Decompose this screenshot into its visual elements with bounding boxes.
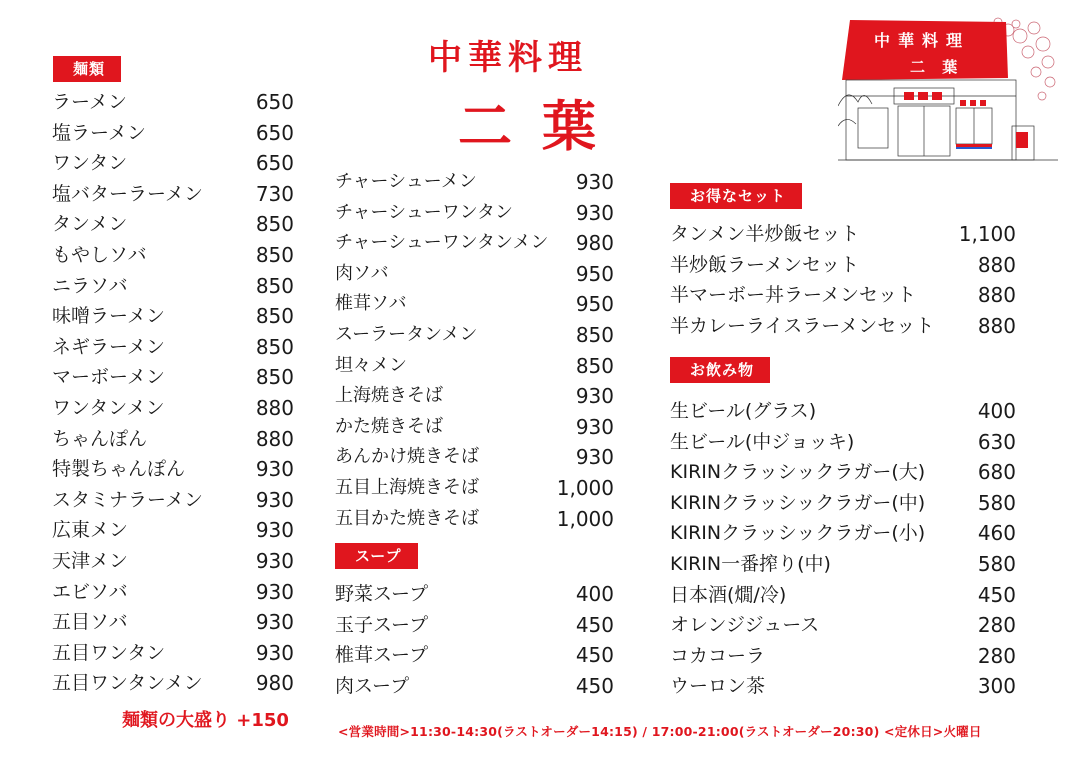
menu-item: [52, 485, 294, 516]
menu-item: [52, 240, 294, 271]
business-hours: <営業時間>11:30-14:30(ラストオーダー14:15) / 17:00-21:00(ラストオーダー20:30) <定休日>火曜日: [338, 724, 982, 739]
restaurant-subtitle: 中華料理: [428, 38, 588, 78]
menu-item-name: 上海焼きそば: [335, 385, 443, 407]
menu-item-name: ネギラーメン: [52, 335, 166, 358]
menu-item-name: 五目上海焼きそば: [335, 476, 479, 498]
menu-item: [52, 668, 294, 699]
soup-list: [335, 579, 614, 701]
menu-item: [52, 87, 294, 118]
menu-item-price: 450: [575, 673, 614, 698]
section-tag-soup: スープ: [335, 543, 418, 569]
menu-item: [670, 518, 1016, 549]
menu-item-price: 300: [977, 674, 1016, 699]
menu-item: [335, 351, 614, 382]
menu-item-price: 280: [977, 643, 1016, 668]
menu-item-price: 450: [977, 582, 1016, 607]
menu-item-price: 1,000: [556, 475, 614, 500]
menu-item: [52, 515, 294, 546]
menu-item-price: 930: [255, 518, 294, 543]
menu-item-price: 930: [255, 457, 294, 482]
menu-item: [52, 454, 294, 485]
menu-item-name: ウーロン茶: [670, 675, 766, 698]
storefront-illustration: [838, 16, 1058, 168]
menu-item-name: タンメン半炒飯セット: [670, 223, 860, 245]
menu-item-price: 850: [255, 273, 294, 298]
menu-item: [335, 320, 614, 351]
section-tag-noodles: 麺類: [53, 56, 121, 82]
menu-item-price: 880: [255, 395, 294, 420]
menu-item-price: 850: [255, 334, 294, 359]
menu-item-name: 生ビール(中ジョッキ): [670, 430, 855, 453]
illustration-sign-name: 二 葉: [910, 58, 964, 76]
menu-item: [335, 579, 614, 610]
menu-item-price: 880: [255, 426, 294, 451]
menu-item-name: 五目ソバ: [52, 611, 128, 634]
menu-item: [670, 488, 1016, 519]
menu-item-price: 930: [255, 579, 294, 604]
sets-list: [670, 219, 1016, 341]
menu-item-price: 930: [255, 610, 294, 635]
menu-item-price: 930: [255, 548, 294, 573]
menu-item: [335, 473, 614, 504]
menu-item: [335, 412, 614, 443]
menu-item-price: 650: [255, 90, 294, 114]
menu-item: [52, 607, 294, 638]
menu-item-name: もやしソバ: [52, 243, 147, 266]
menu-item: [670, 610, 1016, 641]
menu-item-price: 850: [255, 365, 294, 390]
menu-item-name: 天津メン: [52, 549, 129, 572]
menu-item-name: ニラソバ: [52, 274, 128, 297]
menu-item-name: チャーシューワンタン: [335, 201, 514, 223]
menu-item: [670, 280, 1016, 311]
menu-item-name: タンメン: [52, 213, 128, 236]
menu-item-price: 850: [255, 304, 294, 329]
drinks-list: [670, 396, 1016, 702]
menu-item-name: スタミナラーメン: [52, 488, 204, 511]
menu-item: [335, 671, 614, 702]
menu-item: [335, 381, 614, 412]
large-portion-note: 麺類の大盛り +150: [122, 710, 289, 731]
menu-item: [670, 671, 1016, 702]
illustration-sign-top: 中華料理: [874, 31, 971, 50]
menu-item-name: エビソバ: [52, 580, 128, 603]
menu-item-name: 五目かた焼きそば: [335, 507, 479, 529]
menu-item: [52, 393, 294, 424]
menu-item-name: 野菜スープ: [335, 583, 429, 605]
menu-item: [670, 580, 1016, 611]
menu-item-name: ワンタンメン: [52, 396, 165, 419]
menu-item-name: 椎茸スープ: [335, 644, 429, 667]
menu-item: [670, 549, 1016, 580]
menu-item-name: KIRINクラッシックラガー(中): [670, 491, 926, 514]
menu-item-name: ちゃんぽん: [52, 427, 148, 450]
menu-item: [52, 577, 294, 608]
menu-item-price: 650: [255, 151, 294, 176]
menu-item-price: 930: [255, 487, 294, 512]
menu-item: [335, 228, 614, 259]
menu-item-name: 坦々メン: [335, 354, 407, 376]
menu-item-name: 塩ラーメン: [52, 121, 147, 144]
menu-item-price: 930: [255, 640, 294, 665]
menu-item-price: 850: [255, 212, 294, 237]
menu-item-name: 肉ソバ: [335, 262, 389, 284]
menu-item-price: 850: [575, 322, 614, 347]
menu-item-name: 五目ワンタン: [52, 641, 166, 664]
menu-item-name: ワンタン: [52, 152, 128, 175]
restaurant-name: 二葉: [458, 94, 626, 158]
menu-item-price: 650: [255, 120, 294, 145]
menu-item-price: 580: [977, 551, 1016, 576]
menu-item: [670, 250, 1016, 281]
section-tag-drinks: お飲み物: [670, 357, 770, 383]
menu-item: [670, 311, 1016, 342]
menu-item-price: 460: [977, 521, 1016, 546]
menu-item-price: 630: [977, 429, 1016, 454]
menu-item-price: 280: [977, 613, 1016, 638]
menu-item-name: オレンジジュース: [670, 614, 820, 637]
menu-item-name: 椎茸ソバ: [335, 293, 407, 315]
menu-item-name: 肉スープ: [335, 674, 410, 697]
menu-item-price: 730: [255, 181, 294, 206]
menu-item: [670, 457, 1016, 488]
menu-item-name: チャーシューメン: [335, 171, 477, 192]
menu-item-name: 半炒飯ラーメンセット: [670, 253, 860, 276]
menu-item-price: 400: [977, 399, 1016, 423]
menu-item: [52, 301, 294, 332]
menu-item-name: KIRIN一番搾り(中): [670, 552, 831, 575]
menu-item-price: 930: [575, 414, 614, 439]
menu-item-name: 玉子スープ: [335, 613, 429, 636]
menu-item-price: 450: [575, 612, 614, 637]
menu-item: [670, 427, 1016, 458]
menu-item-price: 400: [575, 582, 614, 606]
menu-item-price: 1,100: [958, 222, 1016, 246]
menu-item-price: 950: [575, 292, 614, 317]
menu-item-price: 980: [575, 231, 614, 256]
menu-item-name: 広東メン: [52, 519, 129, 542]
menu-item-name: 五目ワンタンメン: [52, 672, 203, 695]
menu-item: [52, 118, 294, 149]
menu-item-name: スーラータンメン: [335, 323, 478, 345]
menu-item-name: かた焼きそば: [335, 415, 443, 437]
menu-item-price: 880: [977, 252, 1016, 277]
menu-item-price: 580: [977, 490, 1016, 515]
menu-item: [335, 442, 614, 473]
menu-item-name: 半マーボー丼ラーメンセット: [670, 284, 917, 307]
menu-item-price: 680: [977, 460, 1016, 485]
menu-item: [670, 219, 1016, 250]
menu-item-name: KIRINクラッシックラガー(大): [670, 461, 926, 484]
menu-item: [335, 289, 614, 320]
menu-item-price: 850: [575, 353, 614, 378]
menu-item-price: 880: [977, 313, 1016, 338]
menu-item: [335, 610, 614, 641]
menu-item-price: 1,000: [556, 506, 614, 531]
menu-item: [670, 641, 1016, 672]
menu-item: [335, 640, 614, 671]
menu-item-name: 半カレーライスラーメンセット: [670, 314, 935, 337]
menu-item: [52, 179, 294, 210]
menu-item-price: 950: [575, 261, 614, 286]
menu-item: [52, 362, 294, 393]
menu-item-price: 930: [575, 445, 614, 470]
menu-item: [52, 638, 294, 669]
menu-item-name: 生ビール(グラス): [670, 400, 817, 422]
menu-item-price: 450: [575, 643, 614, 668]
menu-item-price: 930: [575, 170, 614, 194]
noodles2-list: [335, 167, 614, 534]
section-tag-sets: お得なセット: [670, 183, 802, 209]
menu-item-price: 930: [575, 200, 614, 225]
menu-item-name: コカコーラ: [670, 644, 766, 667]
menu-item-price: 850: [255, 242, 294, 267]
menu-item: [52, 271, 294, 302]
menu-item-name: チャーシューワンタンメン: [335, 232, 549, 254]
menu-item: [52, 332, 294, 363]
menu-item-price: 880: [977, 283, 1016, 308]
menu-item-price: 930: [575, 384, 614, 409]
noodles-list: [52, 87, 294, 699]
menu-item: [52, 424, 294, 455]
menu-item-name: ラーメン: [52, 91, 128, 113]
menu-item: [670, 396, 1016, 427]
menu-item: [52, 209, 294, 240]
menu-item-name: 味噌ラーメン: [52, 305, 166, 328]
menu-item-name: KIRINクラッシックラガー(小): [670, 522, 926, 545]
menu-item-name: マーボーメン: [52, 366, 166, 389]
menu-item: [335, 504, 614, 535]
menu-item: [52, 148, 294, 179]
menu-item-name: 特製ちゃんぽん: [52, 458, 186, 481]
menu-item: [335, 198, 614, 229]
menu-item: [335, 259, 614, 290]
menu-item-name: 塩バターラーメン: [52, 182, 204, 205]
menu-item: [52, 546, 294, 577]
menu-item-price: 980: [255, 671, 294, 696]
menu-item: [335, 167, 614, 198]
menu-item-name: 日本酒(燗/冷): [670, 583, 787, 606]
menu-item-name: あんかけ焼きそば: [335, 446, 479, 468]
